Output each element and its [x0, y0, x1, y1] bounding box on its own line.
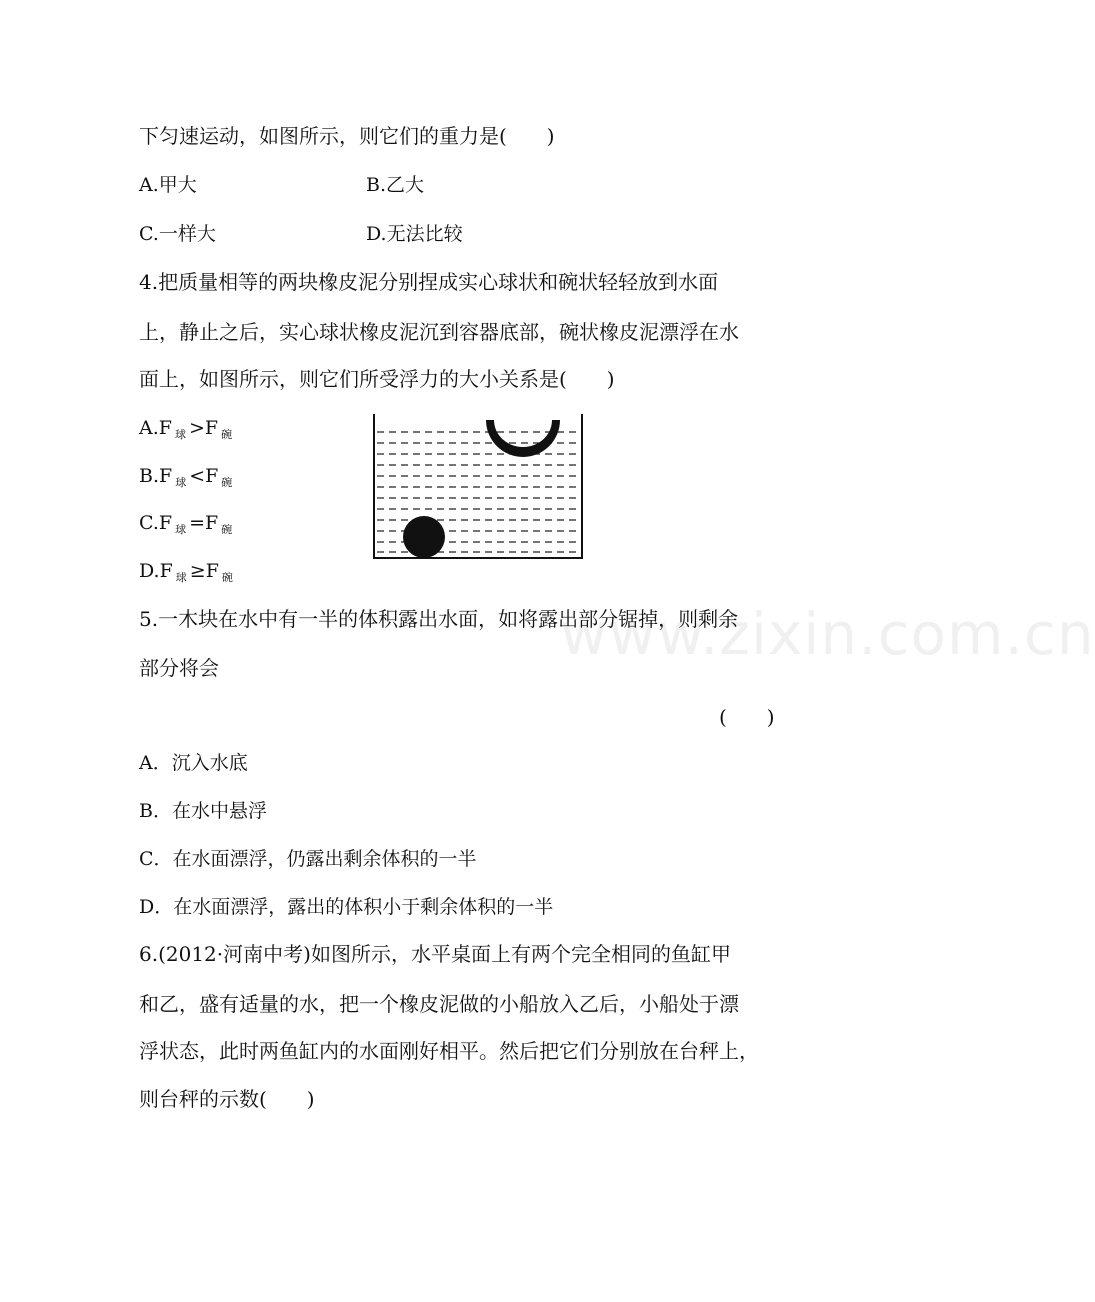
q3-option-a: A.甲大	[139, 174, 197, 196]
q6-line-1: 6.(2012·河南中考)如图所示，水平桌面上有两个完全相同的鱼缸甲	[139, 942, 731, 966]
q4-option-a: A.F $_球$ >F $_碗$	[139, 417, 233, 441]
q5-option-c: C．在水面漂浮，仍露出剩余体积的一半	[139, 848, 477, 870]
sunken-ball	[403, 516, 445, 558]
q4-option-d: D.F $_球$ ≥F $_碗$	[139, 560, 233, 584]
q5-answer-paren: ( )	[719, 705, 775, 729]
watermark: www.zixin.com.cn	[560, 600, 1095, 668]
q3-option-b: B.乙大	[366, 174, 425, 196]
q6-line-3: 浮状态，此时两鱼缸内的水面刚好相平。然后把它们分别放在台秤上，	[139, 1039, 759, 1063]
q5-option-b: B．在水中悬浮	[139, 800, 267, 822]
q4-line-2: 上，静止之后，实心球状橡皮泥沉到容器底部，碗状橡皮泥漂浮在水	[139, 320, 739, 344]
q5-option-d: D．在水面漂浮，露出的体积小于剩余体积的一半	[139, 896, 554, 918]
q3-option-d: D.无法比较	[366, 223, 463, 245]
q5-line-2: 部分将会	[139, 656, 219, 680]
q4-option-b: B.F $_球$ <F $_碗$	[139, 465, 233, 489]
q4-line-3: 面上，如图所示，则它们所受浮力的大小关系是( )	[139, 367, 615, 391]
q4-line-1: 4.把质量相等的两块橡皮泥分别捏成实心球状和碗状轻轻放到水面	[139, 270, 719, 294]
container-figure	[370, 412, 586, 564]
q5-option-a: A．沉入水底	[139, 752, 248, 774]
q4-option-c: C.F $_球$ =F $_碗$	[139, 512, 233, 536]
q6-line-2: 和乙，盛有适量的水，把一个橡皮泥做的小船放入乙后，小船处于漂	[139, 992, 739, 1016]
q3-stem: 下匀速运动，如图所示，则它们的重力是( )	[139, 124, 555, 148]
q3-option-c: C.一样大	[139, 223, 216, 245]
q6-line-4: 则台秤的示数( )	[139, 1087, 315, 1111]
q5-line-1: 5.一木块在水中有一半的体积露出水面，如将露出部分锯掉，则剩余	[139, 607, 739, 631]
floating-bowl	[486, 420, 560, 457]
